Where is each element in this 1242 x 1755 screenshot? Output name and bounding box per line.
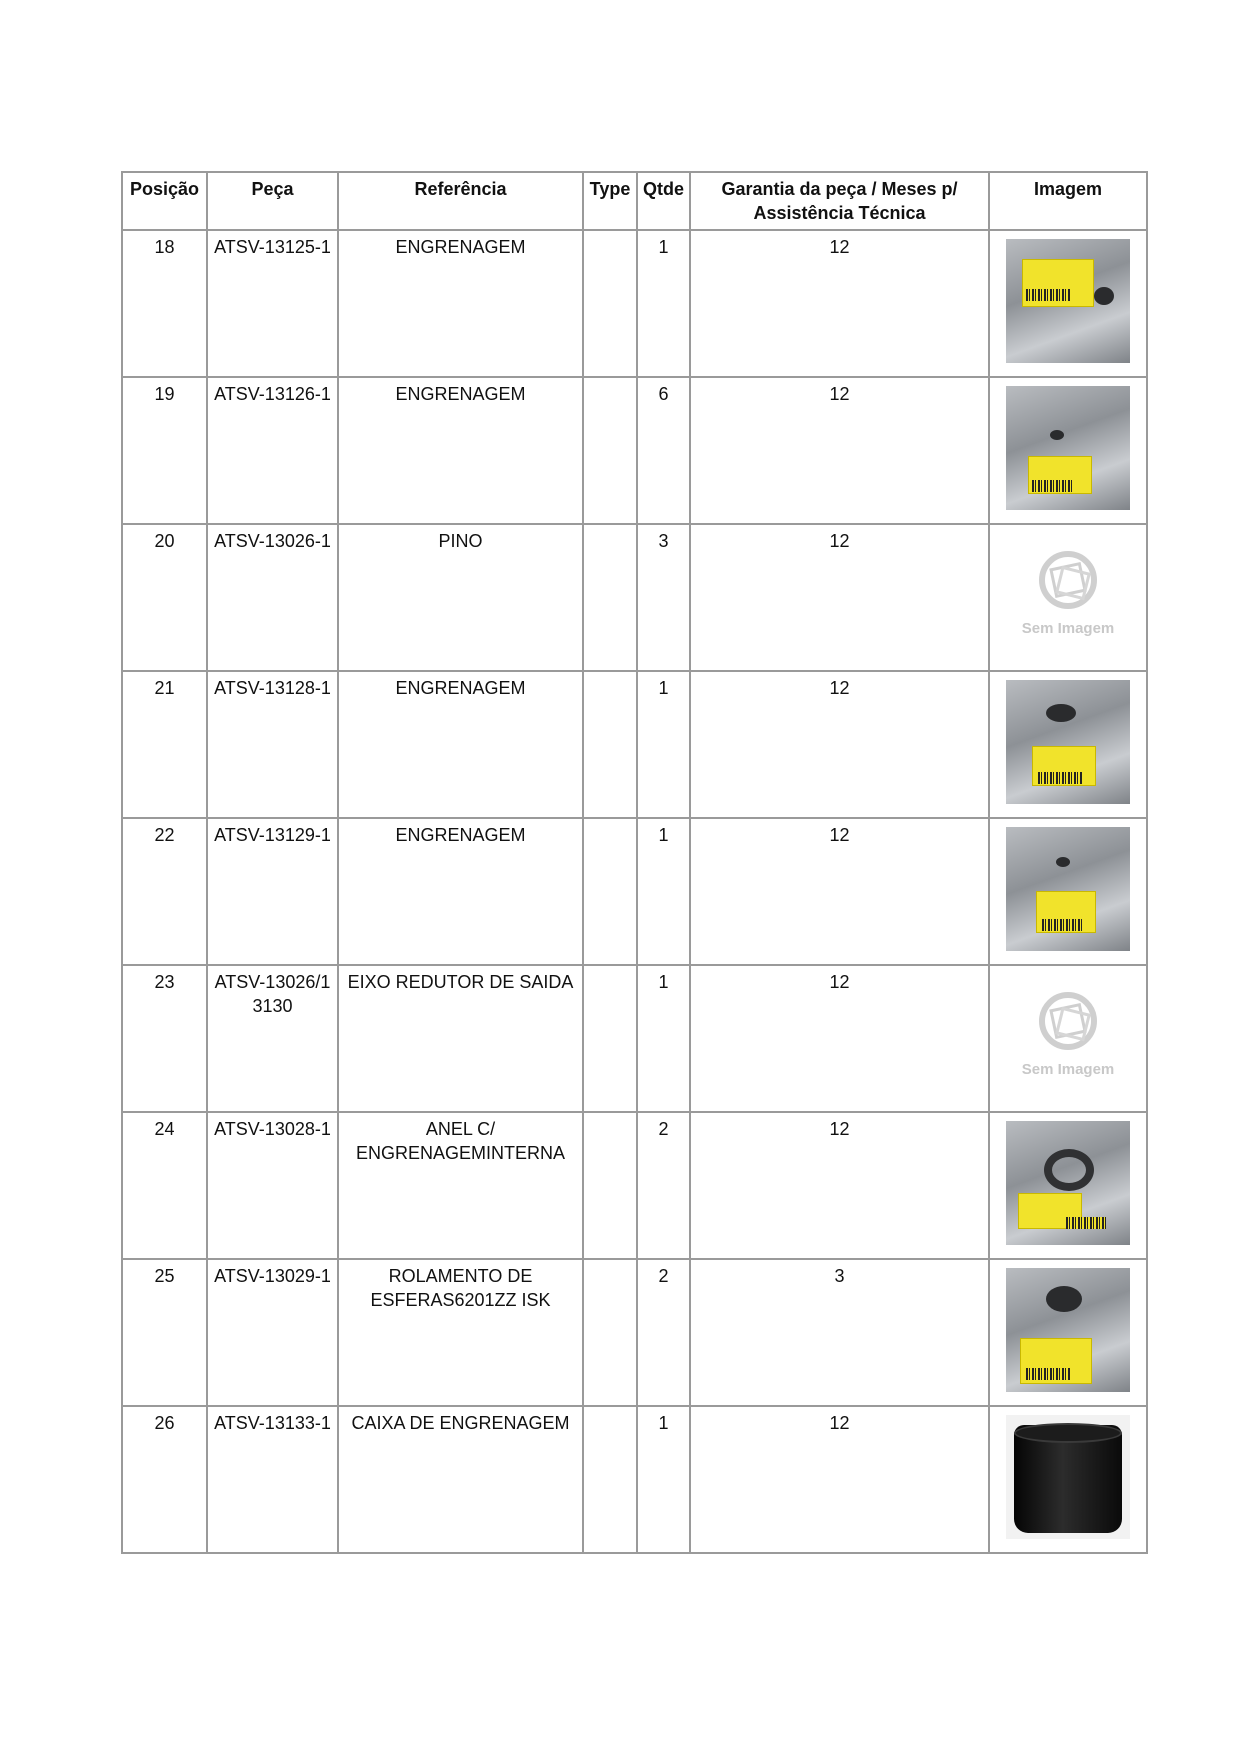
cell-posicao: 19: [122, 377, 207, 524]
cell-garantia: 12: [690, 671, 989, 818]
no-image-text: Sem Imagem: [1021, 1061, 1115, 1078]
cell-referencia: ENGRENAGEM: [338, 377, 583, 524]
cell-imagem: [989, 1259, 1147, 1406]
table-row: [122, 1406, 1147, 1553]
peca-code-line: ATSV-13133-1: [214, 1413, 331, 1433]
cell-type: [583, 671, 637, 818]
cell-posicao: 20: [122, 524, 207, 671]
cell-qtde: 2: [637, 1112, 690, 1259]
part-photo: [1006, 1121, 1130, 1245]
cell-peca: [207, 1259, 338, 1406]
cell-peca: [207, 524, 338, 671]
cell-type: [583, 965, 637, 1112]
cell-referencia: ENGRENAGEM: [338, 818, 583, 965]
peca-code-line: ATSV-13126-1: [214, 384, 331, 404]
cell-type: [583, 524, 637, 671]
peca-code-line: ATSV-13028-1: [214, 1119, 331, 1139]
cell-imagem: [989, 818, 1147, 965]
peca-code-line: ATSV-13029-1: [214, 1266, 331, 1286]
cell-type: [583, 230, 637, 377]
header-type: Type: [583, 172, 637, 230]
header-posicao: Posição: [122, 172, 207, 230]
cell-peca: [207, 1406, 338, 1553]
cell-posicao: 25: [122, 1259, 207, 1406]
cell-garantia: 12: [690, 818, 989, 965]
header-qtde: Qtde: [637, 172, 690, 230]
cell-peca: [207, 230, 338, 377]
no-image-placeholder: [1006, 974, 1130, 1098]
part-photo: [1006, 680, 1130, 804]
cell-peca: [207, 1112, 338, 1259]
cell-qtde: 1: [637, 1406, 690, 1553]
table-row: [122, 1112, 1147, 1259]
cell-type: [583, 1259, 637, 1406]
table-row: [122, 671, 1147, 818]
peca-code-line: ATSV-13128-1: [214, 678, 331, 698]
cell-imagem: [989, 671, 1147, 818]
part-photo: [1006, 1268, 1130, 1392]
cell-garantia: 12: [690, 1406, 989, 1553]
cell-peca: [207, 818, 338, 965]
part-photo: [1006, 239, 1130, 363]
table-row: [122, 818, 1147, 965]
cell-posicao: 23: [122, 965, 207, 1112]
parts-table: [121, 171, 1148, 1554]
cell-imagem: [989, 965, 1147, 1112]
no-image-text: Sem Imagem: [1021, 620, 1115, 637]
cell-imagem: [989, 1406, 1147, 1553]
header-imagem: Imagem: [989, 172, 1147, 230]
cell-qtde: 3: [637, 524, 690, 671]
cell-type: [583, 818, 637, 965]
cell-peca: [207, 965, 338, 1112]
cell-posicao: 22: [122, 818, 207, 965]
cell-qtde: 6: [637, 377, 690, 524]
cell-garantia: 12: [690, 1112, 989, 1259]
header-peca: Peça: [207, 172, 338, 230]
table-body: [122, 230, 1147, 1553]
table-row: [122, 377, 1147, 524]
cell-posicao: 24: [122, 1112, 207, 1259]
peca-code-line: ATSV-13125-1: [214, 237, 331, 257]
cell-peca: [207, 671, 338, 818]
cell-type: [583, 377, 637, 524]
header-row: [122, 172, 1147, 230]
cell-qtde: 2: [637, 1259, 690, 1406]
table-row: [122, 1259, 1147, 1406]
cell-referencia: EIXO REDUTOR DE SAIDA: [338, 965, 583, 1112]
cell-type: [583, 1112, 637, 1259]
cell-garantia: 3: [690, 1259, 989, 1406]
header-garantia: Garantia da peça / Meses p/ Assistência Técnica: [690, 172, 989, 230]
cell-imagem: [989, 377, 1147, 524]
cell-imagem: [989, 1112, 1147, 1259]
cell-qtde: 1: [637, 965, 690, 1112]
cell-referencia: ENGRENAGEM: [338, 671, 583, 818]
peca-code-line: ATSV-13026/1: [214, 972, 331, 992]
cell-qtde: 1: [637, 818, 690, 965]
cell-referencia: ANEL C/ ENGRENAGEMINTERNA: [338, 1112, 583, 1259]
table-row: [122, 230, 1147, 377]
peca-code-line: 3130: [252, 996, 293, 1016]
cell-imagem: [989, 524, 1147, 671]
cell-posicao: 18: [122, 230, 207, 377]
cell-referencia: CAIXA DE ENGRENAGEM: [338, 1406, 583, 1553]
cell-referencia: ROLAMENTO DE ESFERAS6201ZZ ISK: [338, 1259, 583, 1406]
header-referencia: Referência: [338, 172, 583, 230]
cell-type: [583, 1406, 637, 1553]
cell-posicao: 26: [122, 1406, 207, 1553]
no-image-placeholder: [1006, 533, 1130, 657]
cell-imagem: [989, 230, 1147, 377]
cell-qtde: 1: [637, 230, 690, 377]
cell-garantia: 12: [690, 230, 989, 377]
cell-referencia: ENGRENAGEM: [338, 230, 583, 377]
cell-peca: [207, 377, 338, 524]
part-photo: [1006, 386, 1130, 510]
cell-garantia: 12: [690, 377, 989, 524]
cell-qtde: 1: [637, 671, 690, 818]
part-photo: [1006, 1415, 1130, 1539]
cell-posicao: 21: [122, 671, 207, 818]
table-row: [122, 524, 1147, 671]
table-row: [122, 965, 1147, 1112]
cell-referencia: PINO: [338, 524, 583, 671]
peca-code-line: ATSV-13129-1: [214, 825, 331, 845]
part-photo: [1006, 827, 1130, 951]
cell-garantia: 12: [690, 524, 989, 671]
cell-garantia: 12: [690, 965, 989, 1112]
peca-code-line: ATSV-13026-1: [214, 531, 331, 551]
